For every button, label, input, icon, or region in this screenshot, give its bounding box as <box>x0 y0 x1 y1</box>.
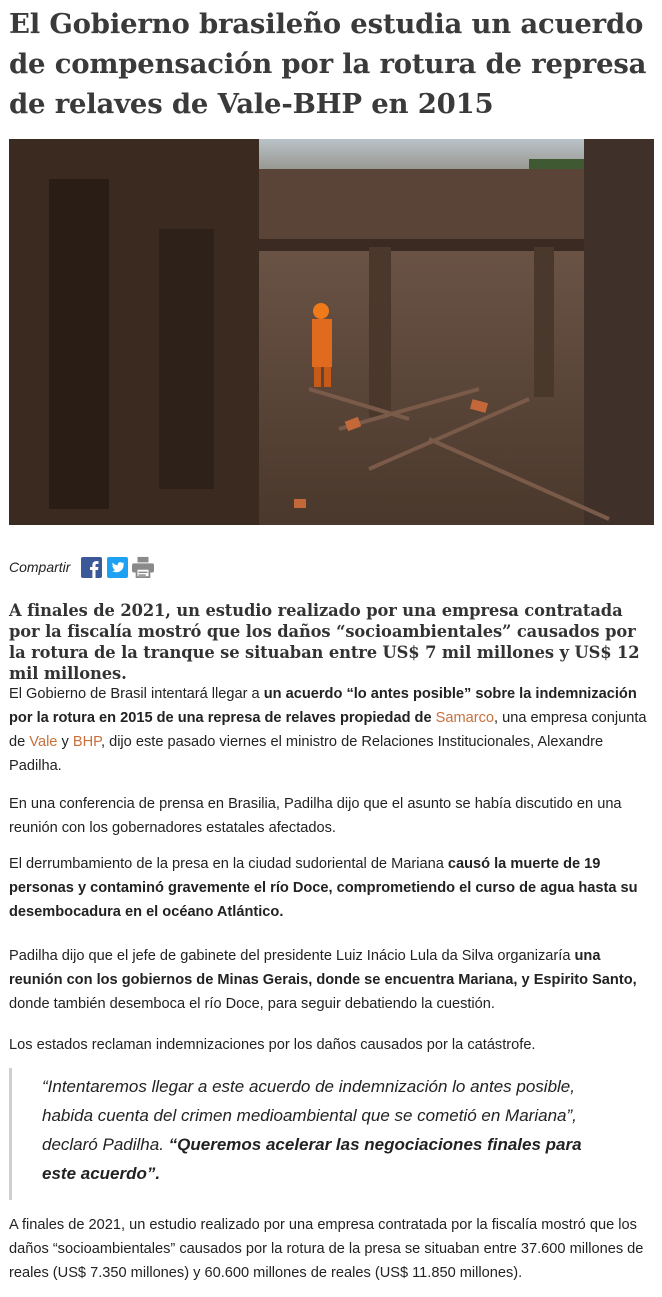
paragraph-3 <box>9 852 654 924</box>
paragraph-text: El Gobierno de Brasil intentará llegar a <box>9 686 264 702</box>
paragraph-2: En una conferencia de prensa en Brasilia, Padilha dijo que el asunto se había discutido en una reunión con los gobernadores estatales afectados. <box>9 796 622 836</box>
paragraph-text: donde también desemboca el río Doce, para seguir debatiendo la cuestión. <box>9 996 495 1012</box>
quote-bold: “Queremos acelerar las negociaciones finales para este acuerdo”. <box>42 1135 582 1183</box>
quote-text <box>42 1072 612 1188</box>
paragraph-bold: una reunión con los gobiernos de Minas Gerais, donde se encuentra Mariana, y Espirito Santo, <box>9 948 637 988</box>
paragraph-text: El derrumbamiento de la presa en la ciudad sudoriental de Mariana <box>9 856 448 872</box>
facebook-icon[interactable] <box>80 556 102 578</box>
quote-plain: “Intentaremos llegar a este acuerdo de indemnización lo antes posible, habida cuenta del crimen medioambiental que se cometió en Mariana”, declaró Padilha. <box>42 1077 577 1154</box>
article-title: El Gobierno brasileño estudia un acuerdo de compensación por la rotura de represa de relaves de Vale-BHP en 2015 <box>9 8 647 120</box>
article-lead: A finales de 2021, un estudio realizado por una empresa contratada por la fiscalía mostró que los daños “socioambientales” causados por la rotura de la tranque se situaban entre US$ 7 mil millones y US$ 12 mil millones. <box>9 601 640 683</box>
paragraph-5: Los estados reclaman indemnizaciones por los daños causados por la catástrofe. <box>9 1037 536 1053</box>
print-icon[interactable] <box>132 556 154 578</box>
link-vale[interactable]: Vale <box>29 734 58 750</box>
pull-quote <box>9 1068 649 1200</box>
paragraph-text: Padilha dijo que el jefe de gabinete del presidente Luiz Inácio Lula da Silva organizaría <box>9 948 575 964</box>
hero-photo <box>9 139 654 525</box>
link-bhp[interactable]: BHP <box>72 734 101 750</box>
paragraph-text: y <box>57 734 73 750</box>
paragraph-text: , dijo este pasado viernes el ministro de Relaciones Institucionales, Alexandre Padilha. <box>9 734 604 774</box>
paragraph-4 <box>9 944 654 1016</box>
paragraph-text: , una empresa conjunta de <box>9 710 647 750</box>
mud-disaster-photo <box>9 139 654 525</box>
twitter-icon[interactable] <box>106 556 128 578</box>
paragraph-6: A finales de 2021, un estudio realizado por una empresa contratada por la fiscalía mostró que los daños “socioambientales” causados por la rotura de la presa se situaban entre 37.600 millones de reales (US$ 7.350 millones) y 60.600 millones de reales (US$ 11.850 millones). <box>9 1217 644 1281</box>
share-bar <box>9 552 154 582</box>
paragraph-1 <box>9 682 654 778</box>
paragraph-bold: un acuerdo “lo antes posible” sobre la indemnización por la rotura en 2015 de una represa de relaves propiedad de <box>9 686 637 726</box>
link-samarco[interactable]: Samarco <box>435 710 495 726</box>
share-label: Compartir <box>9 559 71 575</box>
paragraph-bold: causó la muerte de 19 personas y contaminó gravemente el río Doce, comprometiendo el curso de agua hasta su desembocadura en el océano Atlántico. <box>9 856 638 920</box>
